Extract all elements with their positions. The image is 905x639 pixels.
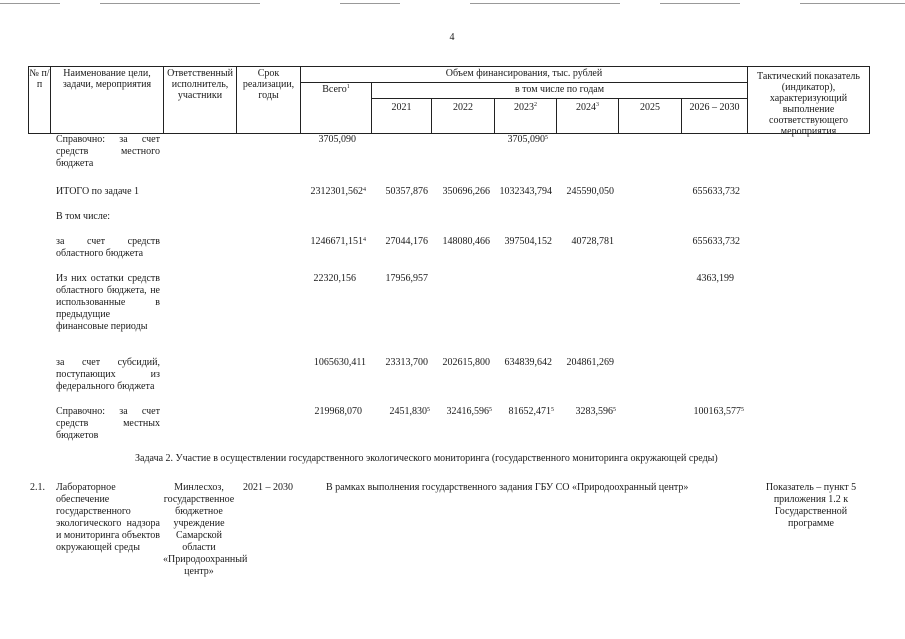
header-year-2025: 2025 xyxy=(618,98,682,134)
cell-2021: 27044,176 xyxy=(385,236,428,247)
cell-2023: 3705,090$^5$ xyxy=(507,134,548,145)
row-name: за счет субсидий, поступающих из федерального бюджета xyxy=(56,357,160,392)
cell-2022: 32416,596$^5$ xyxy=(446,406,492,417)
item-indicator: Показатель – пункт 5 приложения 1.2 к Государственной программе xyxy=(765,482,857,529)
header-num: № п/п xyxy=(28,66,51,134)
scan-line xyxy=(660,3,740,4)
task-heading: Задача 2. Участие в осуществлении государственного экологического мониторинга (государственного мониторинга окружающей среды) xyxy=(135,453,718,464)
cell-2024: 3283,596$^5$ xyxy=(575,406,616,417)
row-name: Справочно: за счет средств местных бюджетов xyxy=(56,406,160,441)
cell-2023: 634839,642 xyxy=(504,357,552,368)
cell-2021: 50357,876 xyxy=(385,186,428,197)
item-name: Лабораторное обеспечение государственного экологического надзора и мониторинга объектов окружающей среды xyxy=(56,482,160,553)
row-name: ИТОГО по задаче 1 xyxy=(56,186,140,197)
header-executor: Ответственный исполнитель, участники xyxy=(163,66,237,134)
table-header xyxy=(28,66,870,137)
header-year-2026-2030: 2026 – 2030 xyxy=(681,98,748,134)
cell-2022: 202615,800 xyxy=(442,357,490,368)
cell-total: 3705,090 xyxy=(318,134,356,145)
scan-line xyxy=(340,3,400,4)
cell-2026-2030: 4363,199 xyxy=(696,273,734,284)
cell-2021: 17956,957 xyxy=(385,273,428,284)
item-number: 2.1. xyxy=(30,482,45,493)
cell-total: 1246671,151$^4$ xyxy=(310,236,366,247)
header-name: Наименование цели, задачи, мероприятия xyxy=(50,66,164,134)
cell-2024: 40728,781 xyxy=(571,236,614,247)
cell-2023: 397504,152 xyxy=(504,236,552,247)
cell-2024: 204861,269 xyxy=(566,357,614,368)
cell-2026-2030: 655633,732 xyxy=(692,236,740,247)
page-number: 4 xyxy=(449,32,455,43)
cell-total: 22320,156 xyxy=(313,273,356,284)
header-term: Срок реализации, годы xyxy=(236,66,301,134)
header-year-2021: 2021 xyxy=(371,98,432,134)
cell-2021: 23313,700 xyxy=(385,357,428,368)
item-term: 2021 – 2030 xyxy=(243,482,293,493)
cell-2022: 350696,266 xyxy=(442,186,490,197)
row-name: Справочно: за счет средств местного бюджета xyxy=(56,134,160,169)
header-year-2022: 2022 xyxy=(431,98,495,134)
cell-total: 2312301,562$^4$ xyxy=(310,186,366,197)
header-year-2023: 2023$^2$ xyxy=(494,98,557,134)
scan-line xyxy=(100,3,260,4)
item-funding: В рамках выполнения государственного задания ГБУ СО «Природоохранный центр» xyxy=(326,482,689,493)
header-total: Всего$^1$ xyxy=(300,82,372,134)
cell-2023: 1032343,794 xyxy=(499,186,552,197)
header-funding: Объем финансирования, тыс. рублей xyxy=(300,66,748,83)
cell-2022: 148080,466 xyxy=(442,236,490,247)
header-indicator: Тактический показатель (индикатор), характеризующий выполнение соответствующего мероприятия xyxy=(747,66,870,134)
header-by-years: в том числе по годам xyxy=(371,82,748,99)
cell-2026-2030: 100163,577$^5$ xyxy=(693,406,744,417)
scan-line xyxy=(800,3,905,4)
cell-2021: 2451,830$^5$ xyxy=(389,406,430,417)
row-name: за счет средств областного бюджета xyxy=(56,236,160,259)
scan-line xyxy=(470,3,620,4)
item-executor: Минлесхоз, государственное бюджетное учреждение Самарской области «Природоохранный центр» xyxy=(163,482,248,577)
row-name: Из них остатки средств областного бюджета, не использованные в предыдущие финансовые периоды xyxy=(56,273,160,332)
scan-line xyxy=(0,3,60,4)
cell-2026-2030: 655633,732 xyxy=(692,186,740,197)
cell-total: 219968,070 xyxy=(314,406,362,417)
header-year-2024: 2024$^3$ xyxy=(556,98,619,134)
row-name: В том числе: xyxy=(56,211,111,222)
cell-total: 1065630,411 xyxy=(313,357,366,368)
cell-2023: 81652,471$^5$ xyxy=(508,406,554,417)
cell-2024: 245590,050 xyxy=(566,186,614,197)
